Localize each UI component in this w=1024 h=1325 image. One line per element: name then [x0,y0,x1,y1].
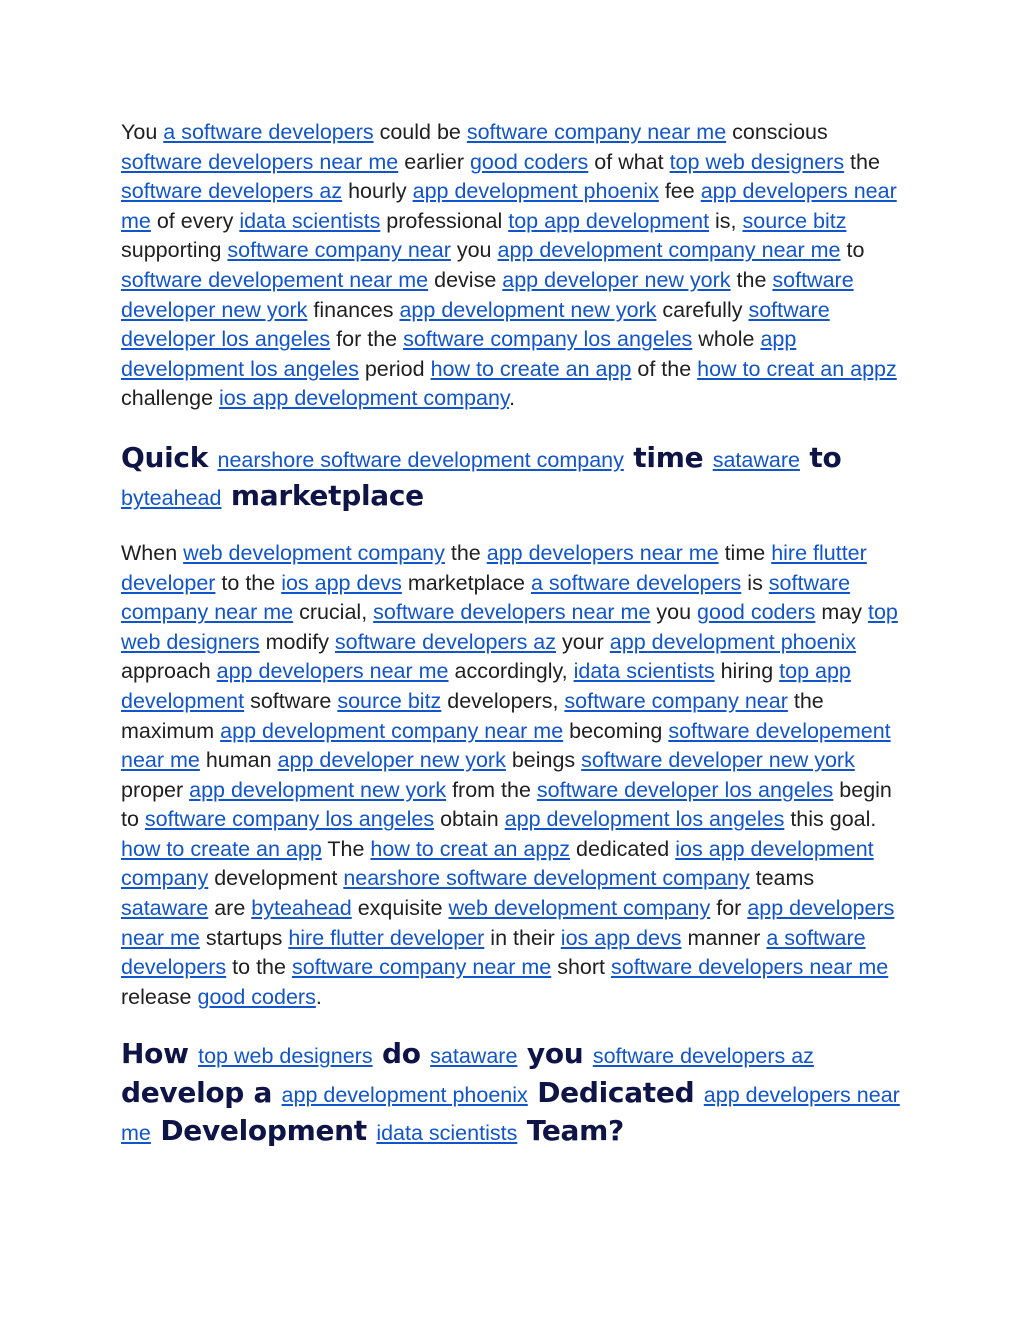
text-run: Dedicated [527,1075,704,1109]
inline-link[interactable]: software company los angeles [403,327,693,352]
inline-link[interactable]: top app development [508,208,710,233]
inline-link[interactable]: a software developers [163,120,374,144]
inline-link[interactable]: top web designers [121,600,898,654]
text-run: you [650,600,698,625]
inline-link[interactable]: a software developers [121,925,866,980]
text-run: startups [199,925,289,950]
inline-link[interactable]: app developers near me [486,540,719,565]
inline-link[interactable]: app development los angeles [504,807,785,832]
text-run: the maximum [121,688,824,743]
text-run: When [121,540,184,565]
text-run: the [730,267,773,292]
text-run: to the [226,955,292,980]
inline-link[interactable]: idata scientists [239,208,381,233]
text-run: earlier [398,149,470,174]
text-run: conscious [726,120,828,144]
inline-link[interactable]: nearshore software development company [343,866,750,891]
text-run: is, [709,208,743,233]
inline-link[interactable]: how to create an app [121,836,322,861]
inline-link[interactable]: good coders [469,149,589,174]
inline-link[interactable]: byteahead [251,896,352,921]
inline-link[interactable]: ios app development company [219,386,510,411]
inline-link[interactable]: top app development [121,659,851,713]
inline-link[interactable]: ios app devs [560,925,682,950]
inline-link[interactable]: software developers az [592,1044,814,1069]
inline-link[interactable]: how to creat an appz [370,836,571,861]
text-run: begin to [121,777,892,832]
inline-link[interactable]: app developers near me [121,179,897,233]
inline-link[interactable]: app development new york [399,297,657,322]
inline-link[interactable]: app development phoenix [281,1082,528,1107]
text-run: proper [121,777,190,802]
inline-link[interactable]: ios app development company [121,836,874,891]
text-run: may [815,600,868,625]
text-run: hiring [714,659,780,684]
text-run: of every [150,208,240,233]
text-run: you [450,238,498,263]
text-run: professional [380,208,509,233]
text-run: of the [631,356,698,381]
text-run: for [710,896,748,921]
text-run: The [321,836,371,861]
text-run: challenge [121,386,220,411]
text-run: marketplace [401,570,531,595]
text-run: accordingly, [448,659,574,684]
inline-link[interactable]: a software developers [530,570,742,595]
text-run: of what [588,149,670,174]
text-run: devise [428,267,503,292]
text-run: finances [307,297,400,322]
document-page [121,118,907,1152]
text-run: developers, [441,688,565,713]
text-run: Development [150,1114,377,1148]
text-run: are [208,896,252,921]
text-run: manner [681,925,767,950]
text-run: Quick [121,440,218,474]
inline-link[interactable]: how to creat an appz [697,356,897,381]
text-run: becoming [563,718,669,743]
inline-link[interactable]: app developers near me [121,896,895,950]
text-run: dedicated [570,836,676,861]
text-run: exquisite [351,896,449,921]
text-run: release [121,984,198,1009]
text-run: short [551,955,611,980]
inline-link[interactable]: software developers az [334,629,557,654]
inline-link[interactable]: app development phoenix [412,179,659,204]
text-run: your [556,629,610,654]
paragraph-intro [121,118,907,414]
text-run: development [208,866,344,891]
inline-link[interactable]: software developers near me [121,149,399,174]
inline-link[interactable]: app development los angeles [121,327,797,381]
inline-link[interactable]: software developer new york [121,267,854,322]
inline-link[interactable]: software company near me [291,955,552,980]
inline-link[interactable]: byteahead [121,486,222,511]
text-run: crucial, [293,600,374,625]
inline-link[interactable]: app developer new york [502,267,731,292]
heading-dedicated-team [121,1036,907,1152]
text-run: the [444,540,487,565]
text-run: the [844,149,880,174]
inline-link[interactable]: software developer los angeles [536,777,834,802]
inline-link[interactable]: software company near me [121,570,851,625]
text-run: beings [505,748,582,773]
text-run: to the [215,570,282,595]
inline-link[interactable]: software company near [227,238,451,263]
inline-link[interactable]: idata scientists [573,659,715,684]
inline-link[interactable]: software developement near me [121,718,891,773]
text-run: human [199,748,278,773]
inline-link[interactable]: ios app devs [281,570,402,595]
text-run: do [372,1037,431,1071]
text-run: teams [749,866,815,891]
inline-link[interactable]: source bitz [742,208,847,233]
text-run: hourly [342,179,413,204]
inline-link[interactable]: good coders [697,600,816,625]
inline-link[interactable]: app development phoenix [609,629,857,654]
inline-link[interactable]: nearshore software development company [217,447,624,472]
text-run: this goal. [784,807,877,832]
text-run: period [358,356,431,381]
text-run: you [517,1037,593,1071]
text-run: from the [446,777,537,802]
inline-link[interactable]: top web designers [198,1044,373,1069]
inline-link[interactable]: how to create an app [430,356,632,381]
text-run: to [799,440,842,474]
inline-link[interactable]: sataware [121,896,209,921]
inline-link[interactable]: software developers near me [373,600,651,625]
paragraph-marketplace [121,539,907,1013]
inline-link[interactable]: software developers az [121,179,343,204]
text-run: approach [121,659,217,684]
inline-link[interactable]: app developers near me [216,659,449,684]
text-run: How [121,1037,199,1071]
text-run: fee [658,179,701,204]
inline-link[interactable]: app development company near me [497,238,841,263]
inline-link[interactable]: software company near me [466,120,727,144]
text-run: to [840,238,865,263]
inline-link[interactable]: hire flutter developer [121,540,867,595]
inline-link[interactable]: software company near [564,688,788,713]
inline-link[interactable]: app developers near me [121,1082,900,1146]
inline-link[interactable]: software company los angeles [144,807,435,832]
inline-link[interactable]: top web designers [669,149,845,174]
inline-link[interactable]: software developers near me [611,955,889,980]
inline-link[interactable]: software developer los angeles [121,297,830,352]
text-run: develop a [121,1075,282,1109]
inline-link[interactable]: idata scientists [376,1121,518,1146]
text-run: is [741,570,769,595]
inline-link[interactable]: software developement near me [121,267,429,292]
heading-quick-marketplace [121,440,907,517]
text-run: carefully [656,297,749,322]
inline-link[interactable]: sataware [430,1044,518,1069]
text-run: time [623,440,713,474]
text-run: You [121,120,164,144]
inline-link[interactable]: hire flutter developer [288,925,485,950]
inline-link[interactable]: app development company near me [220,718,564,743]
inline-link[interactable]: source bitz [337,688,442,713]
text-run: in their [484,925,561,950]
inline-link[interactable]: sataware [712,447,800,472]
text-run: could be [373,120,467,144]
text-run: . [509,386,516,411]
text-run: obtain [434,807,505,832]
inline-link[interactable]: web development company [183,540,445,565]
text-run: software [244,688,338,713]
text-run: marketplace [221,479,424,513]
inline-link[interactable]: app development new york [189,777,447,802]
text-run: supporting [121,238,228,263]
text-run: Team? [517,1114,624,1148]
text-run: time [718,540,772,565]
text-run: . [315,984,322,1009]
inline-link[interactable]: software developer new york [581,748,855,773]
text-run: whole [692,327,761,352]
text-run: modify [259,629,335,654]
inline-link[interactable]: good coders [197,984,316,1009]
inline-link[interactable]: app developer new york [277,748,506,773]
text-run: for the [330,327,404,352]
inline-link[interactable]: web development company [448,896,711,921]
